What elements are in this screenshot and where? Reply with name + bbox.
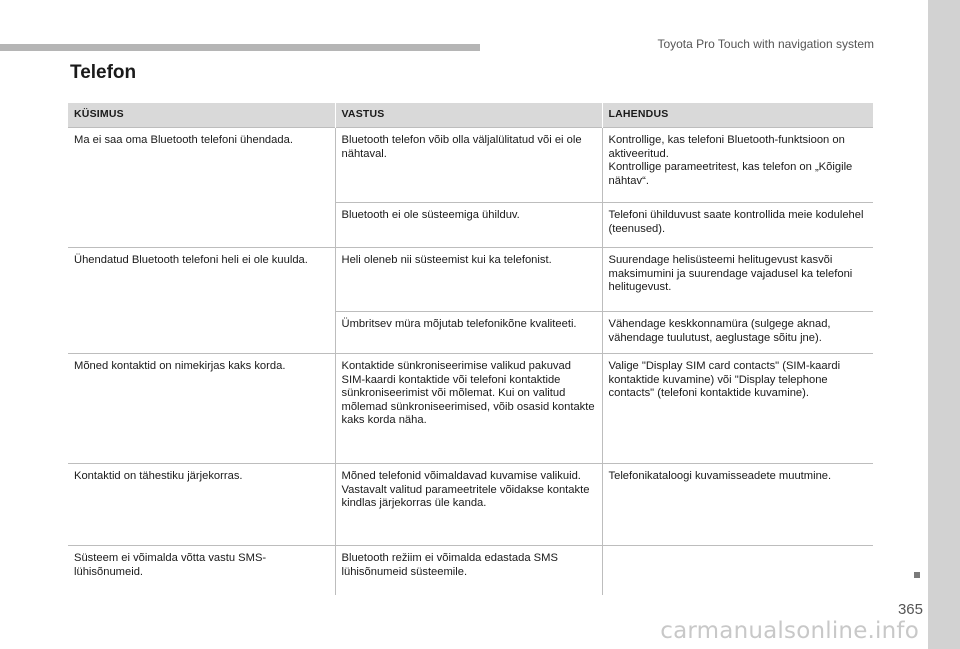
- table-row: [68, 464, 873, 546]
- column-header-solution: LAHENDUS: [602, 103, 873, 128]
- answer-cell: Ümbritsev müra mõjutab telefonikõne kvaliteeti.: [335, 312, 602, 354]
- answer-cell: Heli oleneb nii süsteemist kui ka telefonist.: [335, 248, 602, 312]
- question-cell: Ühendatud Bluetooth telefoni heli ei ole kuulda.: [68, 248, 335, 354]
- header-rule: [0, 44, 480, 51]
- solution-cell: Telefoni ühilduvust saate kontrollida meie kodulehel (teenused).: [602, 203, 873, 248]
- page-number: 365: [897, 601, 923, 618]
- table-row: [68, 248, 873, 312]
- table-header-row: [68, 103, 873, 128]
- question-cell: Ma ei saa oma Bluetooth telefoni ühendada.: [68, 128, 335, 248]
- column-header-question: KÜSIMUS: [68, 103, 335, 128]
- table-row: [68, 546, 873, 595]
- answer-cell: Bluetooth režiim ei võimalda edastada SMS lühisõnumeid süsteemile.: [335, 546, 602, 595]
- solution-line: Kontrollige parameetritest, kas telefon on „Kõigile nähtav“.: [608, 161, 853, 187]
- side-strip: [928, 0, 960, 649]
- answer-cell: Bluetooth telefon võib olla väljalülitatud või ei ole nähtaval.: [335, 128, 602, 203]
- running-header: Toyota Pro Touch with navigation system: [657, 37, 874, 51]
- solution-cell: [602, 128, 873, 203]
- column-header-answer: VASTUS: [335, 103, 602, 128]
- answer-cell: Kontaktide sünkroniseerimise valikud pakuvad SIM-kaardi kontaktide või telefoni kontaktide sünkroniseerimist või mõlemat. Kui on valitud mõlemad sünkroniseerimised, võib osasid kontakte kaks korda näha.: [335, 354, 602, 464]
- answer-cell: Mõned telefonid võimaldavad kuvamise valikuid. Vastavalt valitud parameetritele võidakse kontakte kindlas järjekorras üle kanda.: [335, 464, 602, 546]
- question-cell: Süsteem ei võimalda võtta vastu SMS-lühisõnumeid.: [68, 546, 335, 595]
- solution-cell: Valige "Display SIM card contacts" (SIM-kaardi kontaktide kuvamine) või "Display telephone contacts" (telefoni kontaktide kuvamine).: [602, 354, 873, 464]
- bullet-mark: [914, 572, 920, 578]
- solution-line: Kontrollige, kas telefoni Bluetooth-funktsioon on aktiveeritud.: [608, 134, 845, 160]
- solution-cell: Telefonikataloogi kuvamisseadete muutmine.: [602, 464, 873, 546]
- question-cell: Kontaktid on tähestiku järjekorras.: [68, 464, 335, 546]
- solution-cell: [602, 546, 873, 595]
- page-title: Telefon: [70, 62, 137, 83]
- question-cell: Mõned kontaktid on nimekirjas kaks korda.: [68, 354, 335, 464]
- answer-cell: Bluetooth ei ole süsteemiga ühilduv.: [335, 203, 602, 248]
- table-row: [68, 354, 873, 464]
- watermark: carmanualsonline.info: [660, 618, 919, 644]
- faq-table: [68, 103, 873, 595]
- solution-cell: Vähendage keskkonnamüra (sulgege aknad, vähendage tuulutust, aeglustage sõitu jne).: [602, 312, 873, 354]
- table-row: [68, 128, 873, 203]
- solution-cell: Suurendage helisüsteemi helitugevust kasvõi maksimumini ja suurendage vajadusel ka telefoni helitugevust.: [602, 248, 873, 312]
